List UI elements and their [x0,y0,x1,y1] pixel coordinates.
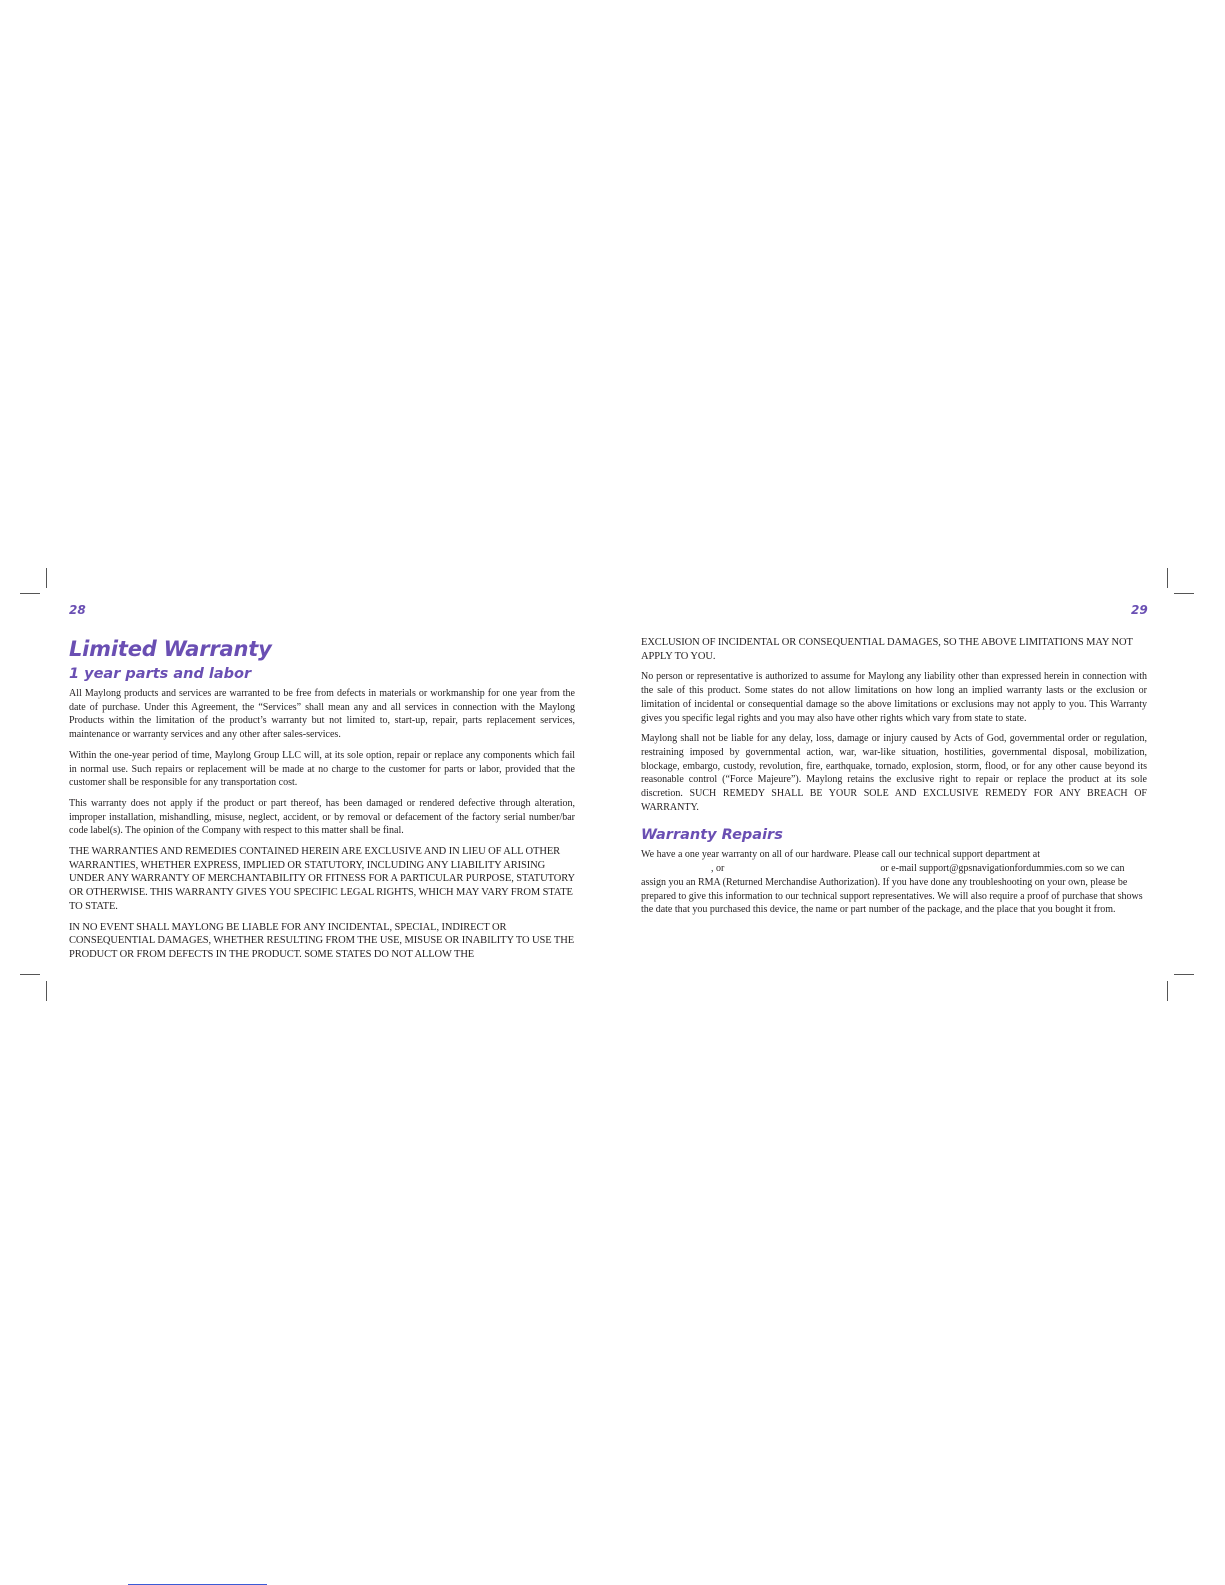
crop-mark [20,974,40,975]
warranty-paragraph: No person or representative is authorized to assume for Maylong any liability other than expressed herein in connection with the sale of this product. Some states do not allow limitations on how long an implied warranty lasts or the exclusion or limitation of incidental or consequential damage so the above limitations or exclusions may not apply to you. This Warranty gives you specific legal rights and you may also have other rights which vary from state to state. [641,671,1147,724]
warranty-disclaimer-continued: EXCLUSION OF INCIDENTAL OR CONSEQUENTIAL DAMAGES, SO THE ABOVE LIMITATIONS MAY NOT APPLY TO YOU. [641,637,1133,662]
crop-mark [1167,981,1168,1001]
warranty-disclaimer: IN NO EVENT SHALL MAYLONG BE LIABLE FOR ANY INCIDENTAL, SPECIAL, INDIRECT OR CONSEQUENTIAL DAMAGES, WHETHER RESULTING FROM THE USE, MISUSE OR INABILITY TO USE THE PRODUCT OR FROM DEFECTS IN THE PRODUCT. SOME STATES DO NOT ALLOW THE [69,921,575,960]
warranty-paragraph: This warranty does not apply if the product or part thereof, has been damaged or rendered defective through alteration, improper installation, mishandling, misuse, neglect, accident, or by removal or defacement of the factory serial number/bar code label(s). The opinion of the Company with respect to this matter shall be final. [69,797,575,837]
page-subtitle: 1 year parts and labor [69,666,252,682]
warranty-paragraph: Within the one-year period of time, Maylong Group LLC will, at its sole option, repair or replace any components which fail in normal use. Such repairs or replacement will be made at no charge to the customer for parts or labor, provided that the customer shall be responsible for any transportation cost. [69,749,575,789]
warranty-paragraph: All Maylong products and services are warranted to be free from defects in materials or workmanship for one year from the date of purchase. Under this Agreement, the “Services” shall mean any and all services in connection with the Maylong Products within the limitation of the product’s warranty but not limited to, start-up, repair, parts replacement services, maintenance or warranty services and any other after sales-services. [69,688,575,741]
left-page-column [69,636,575,969]
crop-mark [46,568,47,588]
page-number-left: 28 [69,603,86,617]
crop-mark [46,981,47,1001]
page-title: Limited Warranty [69,637,272,661]
repairs-rest: assign you an RMA (Returned Merchandise Authorization). If you have done any troubleshooting on your own, please be prepared to give this information to our technical support representatives. We will also require a proof of purchase that shows the date that you purchased this device, the name or part number of the package, and the place that you bought it from. [641,876,1143,916]
warranty-disclaimer: THE WARRANTIES AND REMEDIES CONTAINED HEREIN ARE EXCLUSIVE AND IN LIEU OF ALL OTHER WARRANTIES, WHETHER EXPRESS, IMPLIED OR STATUTORY, INCLUDING ANY LIABILITY ARISING UNDER ANY WARRANTY OF MERCHANTABILITY OR FITNESS FOR A PARTICULAR PURPOSE, STATUTORY OR OTHERWISE. THIS WARRANTY GIVES YOU SPECIFIC LEGAL RIGHTS, WHICH MAY VARY FROM STATE TO STATE. [69,846,575,912]
crop-mark [1174,593,1194,594]
crop-mark [1174,974,1194,975]
right-page-column [641,636,1147,924]
crop-mark [20,593,40,594]
crop-mark [1167,568,1168,588]
warranty-paragraph: Maylong shall not be liable for any delay, loss, damage or injury caused by Acts of God, governmental order or regulation, restraining imposed by governmental action, war, war-like situation, hostilities, governmental disposal, mobilization, blockage, embargo, custody, revolution, fire, earthquake, tornado, explosion, storm, flood, or for any other cause beyond its reasonable control (“Force Majeure”). Maylong retains the exclusive right to repair or replace the product at its sole discretion. SUCH REMEDY SHALL BE YOUR SOLE AND EXCLUSIVE REMEDY FOR ANY BREACH OF WARRANTY. [641,733,1147,813]
page-number-right: 29 [1131,603,1148,617]
repairs-email-text: or e-mail support@gpsnavigationfordummies.com so we can [880,863,1125,875]
repairs-line: We have a one year warranty on all of our hardware. Please call our technical support department at [641,849,1041,861]
section-title: Warranty Repairs [641,827,783,844]
warranty-repairs-paragraph [641,848,1147,917]
repairs-separator: , or [711,863,725,875]
